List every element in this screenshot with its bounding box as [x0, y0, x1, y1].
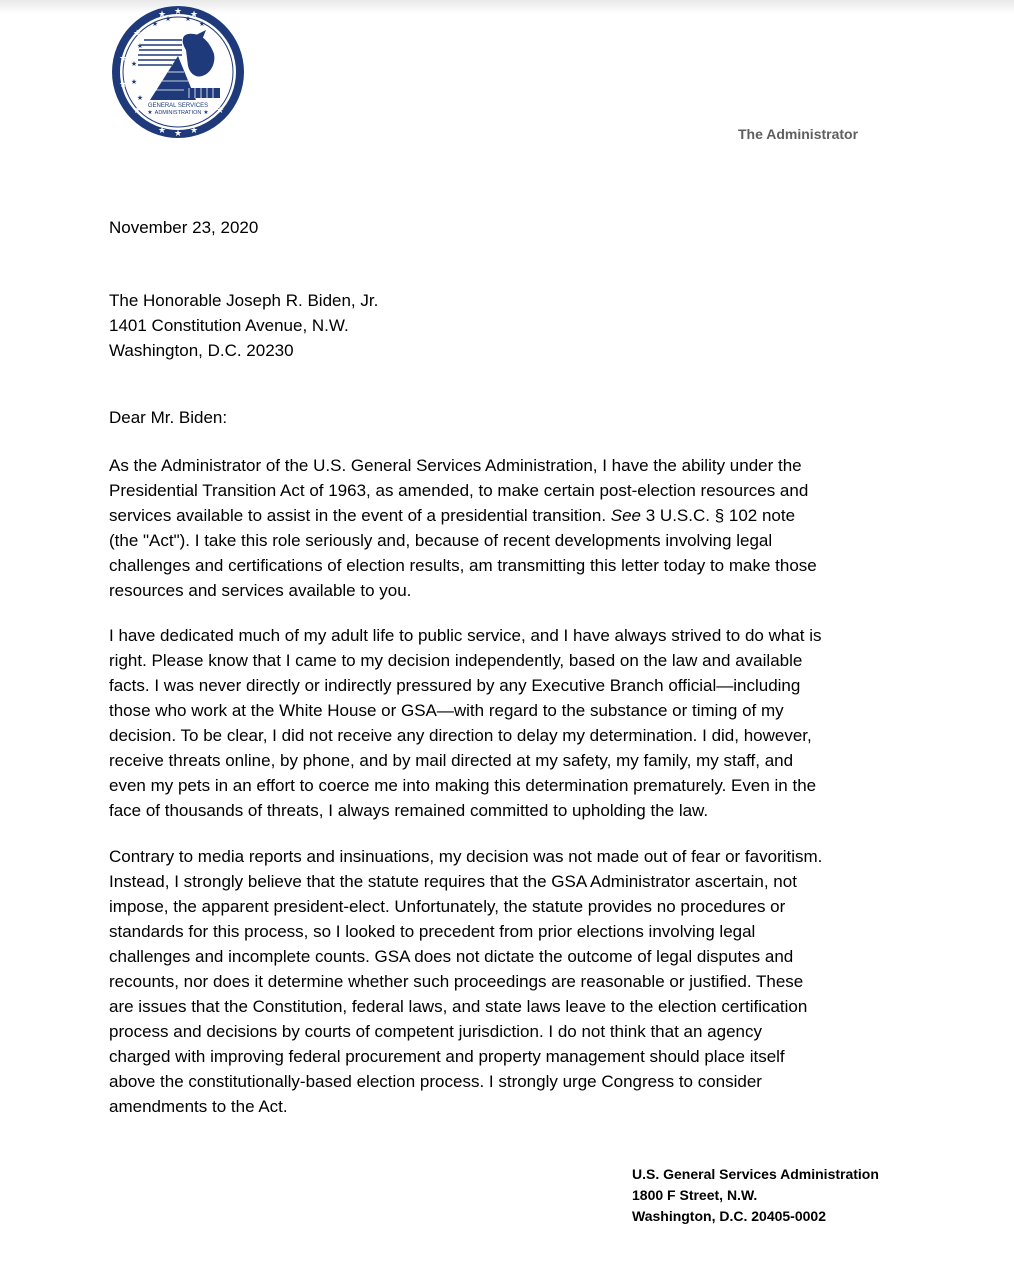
paragraph-line: above the constitutionally-based election process. I strongly urge Congress to consider [109, 1072, 762, 1091]
paragraph-line: Contrary to media reports and insinuations, my decision was not made out of fear or favoritism. [109, 847, 823, 866]
paragraph-line: impose, the apparent president-elect. Unfortunately, the statute provides no procedures or [109, 897, 786, 916]
recipient-name: The Honorable Joseph R. Biden, Jr. [109, 291, 379, 310]
svg-text:★: ★ [130, 60, 138, 68]
svg-text:★: ★ [147, 109, 153, 116]
svg-text:★: ★ [151, 20, 159, 28]
office-title: The Administrator [738, 126, 859, 142]
svg-text:★: ★ [164, 15, 172, 23]
seal-text-bottom: ADMINISTRATION [154, 110, 202, 116]
svg-text:★: ★ [215, 106, 225, 116]
paragraph-line: standards for this process, so I looked to precedent from prior elections involving legal [109, 922, 756, 941]
seal-text-top: GENERAL SERVICES [147, 103, 209, 109]
footer-street: 1800 F Street, N.W. [632, 1187, 758, 1203]
paragraph-3 [109, 844, 822, 1119]
line-text: services available to assist in the event of a presidential transition. [109, 506, 611, 525]
paragraph-line: Instead, I strongly believe that the statute requires that the GSA Administrator ascertain, not [109, 872, 797, 891]
svg-text:★: ★ [118, 80, 128, 90]
paragraph-line [109, 503, 817, 528]
letter-date: November 23, 2020 [109, 218, 259, 237]
svg-text:★: ★ [173, 7, 183, 17]
citation-text: 3 U.S.C. § 102 note [641, 506, 796, 525]
svg-text:★: ★ [189, 126, 199, 136]
svg-text:★: ★ [136, 42, 144, 50]
paragraph-line: challenges and certifications of election results, am transmitting this letter today to make those [109, 556, 817, 575]
gsa-seal-logo [110, 4, 246, 140]
svg-text:★: ★ [184, 15, 192, 23]
paragraph-line: amendments to the Act. [109, 1097, 288, 1116]
recipient-address [109, 288, 378, 363]
paragraph-2 [109, 623, 821, 823]
letterhead-footer-address [632, 1164, 879, 1227]
paragraph-line: As the Administrator of the U.S. General Services Administration, I have the ability under the [109, 456, 802, 475]
svg-text:★: ★ [173, 129, 183, 139]
paragraph-line: those who work at the White House or GSA—with regard to the substance or timing of my [109, 701, 784, 720]
citation-signal: See [610, 506, 642, 525]
svg-text:★: ★ [118, 54, 128, 64]
paragraph-line: charged with improving federal procurement and property management should place itself [109, 1047, 785, 1066]
paragraph-line: (the "Act"). I take this role seriously and, because of recent developments involving legal [109, 531, 773, 550]
svg-text:★: ★ [130, 78, 138, 86]
paragraph-line: I have dedicated much of my adult life to public service, and I have always strived to do what is [109, 626, 822, 645]
svg-text:★: ★ [189, 10, 199, 20]
recipient-city: Washington, D.C. 20230 [109, 341, 294, 360]
svg-text:★: ★ [198, 20, 206, 28]
paragraph-line: Presidential Transition Act of 1963, as amended, to make certain post-election resources and [109, 481, 809, 500]
paragraph-line: challenges and incomplete counts. GSA does not dictate the outcome of legal disputes and [109, 947, 794, 966]
svg-text:★: ★ [136, 94, 144, 102]
paragraph-line: right. Please know that I came to my decision independently, based on the law and available [109, 651, 803, 670]
paragraph-line: decision. To be clear, I did not receive any direction to delay my determination. I did, however, [109, 726, 812, 745]
paragraph-1 [109, 453, 817, 603]
paragraph-line: facts. I was never directly or indirectly pressured by any Executive Branch official—including [109, 676, 801, 695]
svg-text:★: ★ [157, 126, 167, 136]
paragraph-line: recounts, nor does it determine whether such proceedings are reasonable or justified. These [109, 972, 804, 991]
svg-text:★: ★ [132, 29, 142, 39]
footer-city: Washington, D.C. 20405-0002 [632, 1208, 826, 1224]
recipient-street: 1401 Constitution Avenue, N.W. [109, 316, 349, 335]
footer-agency: U.S. General Services Administration [632, 1166, 879, 1182]
svg-text:★: ★ [157, 10, 167, 20]
paragraph-line: even my pets in an effort to coerce me into making this determination prematurely. Even in the [109, 776, 817, 795]
paragraph-line: process and decisions by courts of competent jurisdiction. I do not think that an agency [109, 1022, 762, 1041]
paragraph-line: receive threats online, by phone, and by mail directed at my safety, my family, my staff, and [109, 751, 794, 770]
salutation: Dear Mr. Biden: [109, 408, 228, 427]
svg-text:★: ★ [132, 106, 142, 116]
paragraph-line: are issues that the Constitution, federal laws, and state laws leave to the election certification [109, 997, 808, 1016]
paragraph-line: resources and services available to you. [109, 581, 412, 600]
paragraph-line: face of thousands of threats, I always remained committed to upholding the law. [109, 801, 709, 820]
svg-text:★: ★ [203, 109, 209, 116]
